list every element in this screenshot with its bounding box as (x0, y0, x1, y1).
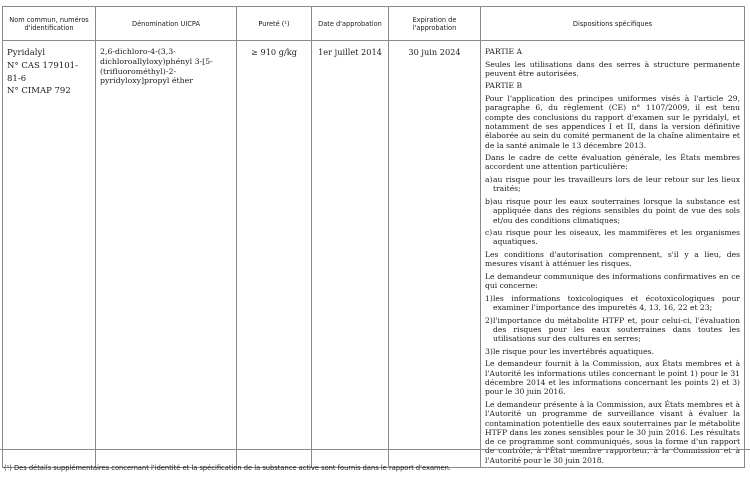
cell-specific-provisions (481, 41, 745, 468)
cimap-number: N° CIMAP 792 (7, 86, 71, 97)
footnote: (¹) Des détails supplémentaires concernant l'identité et la spécification de la substance active sont fournis dans le rapport d'examen. (4, 464, 452, 472)
list-item-label: c) (485, 228, 493, 238)
list-item (485, 175, 740, 194)
list-item-text: au risque pour les oiseaux, les mammifères et les organismes aquatiques. (493, 228, 740, 247)
cas-number: N° CAS 179101-81-6 (7, 60, 78, 84)
purity-value: ≥ 910 g/kg (251, 47, 297, 57)
provision-paragraph: Dans le cadre de cette évaluation générale, les États membres accordent une attention particulière: (485, 153, 740, 172)
cell-approval-date (312, 41, 389, 468)
provision-paragraph: Pour l'application des principes uniformes visés à l'article 29, paragraphe 6, du règlement (CE) n° 1107/2009, il est tenu compte des conclusions du rapport d'examen sur le pyridalyl, et notamment de ses appendices I et II, dans la version définitive élaborée au sein du comité permanent de la chaîne alimentaire et de la santé animale le 13 décembre 2013. (485, 94, 740, 150)
header-row (3, 7, 745, 41)
substance-table (2, 6, 745, 468)
provision-paragraph: Le demandeur fournit à la Commission, aux États membres et à l'Autorité les informations utiles concernant le point 1) pour le 31 décembre 2014 et les informations concernant les points 2) et 3) pour le 30 juin 2016. (485, 359, 740, 397)
approval-date: 1er juillet 2014 (318, 47, 382, 57)
list-item (485, 316, 740, 344)
provision-paragraph: Les conditions d'autorisation comprennent, s'il y a lieu, des mesures visant à atténuer les risques. (485, 250, 740, 269)
list-item (485, 228, 740, 247)
cell-common-name (3, 41, 96, 468)
list-item (485, 347, 740, 356)
cell-iupac-name (96, 41, 237, 468)
provision-paragraph: Le demandeur communique des informations confirmatives en ce qui concerne: (485, 271, 740, 291)
cell-purity (237, 41, 312, 468)
list-item (485, 294, 740, 313)
table-row (3, 41, 745, 468)
list-item-label: a) (485, 175, 493, 185)
header-expiration: Expiration de l'approbation (389, 7, 481, 41)
list-item-text: au risque pour les eaux souterraines lorsque la substance est appliquée dans des régions sensibles du point de vue des sols et/ou des conditions climatiques; (493, 196, 740, 225)
cell-expiration (389, 41, 481, 468)
header-specific-provisions: Dispositions spécifiques (481, 7, 745, 41)
list-item-text: l'importance du métabolite HTFP et, pour celui-ci, l'évaluation des risques pour les eaux souterraines dans toutes les utilisations sur des cultures en serres; (493, 315, 740, 344)
list-item-text: le risque pour les invertébrés aquatiques. (493, 346, 654, 356)
header-iupac-name: Dénomination UICPA (96, 7, 237, 41)
iupac-name: 2,6-dichloro-4-(3,3-dichloroallyloxy)phényl 3-[5- (trifluorométhyl)-2-pyridyloxy]propyl éther (100, 47, 213, 86)
list-item-label: 2) (485, 315, 493, 325)
header-purity: Pureté (¹) (237, 7, 312, 41)
expiration-date: 30 juin 2024 (408, 47, 461, 57)
list-item-text: au risque pour les travailleurs lors de leur retour sur les lieux traités; (493, 175, 740, 194)
part-a-text: Seules les utilisations dans des serres à structure permanente peuvent être autorisées. (485, 59, 740, 78)
list-item-label: 1) (485, 293, 493, 303)
list-item-label: b) (485, 196, 493, 206)
list-item-text: les informations toxicologiques et écotoxicologiques pour examiner l'importance des impuretés 4, 13, 16, 22 et 23; (493, 293, 740, 313)
part-a-title: PARTIE A (485, 47, 522, 56)
part-b-title: PARTIE B (485, 81, 523, 91)
header-approval-date: Date d'approbation (312, 7, 389, 41)
footnote-separator (0, 449, 750, 450)
list-item-label: 3) (485, 346, 493, 356)
provision-paragraph: Le demandeur présente à la Commission, aux États membres et à l'Autorité un programme de surveillance visant à évaluer la contamination potentielle des eaux souterraines par le métabolite HTFP dans les zones sensibles pour le 30 juin 2016. Les résultats de ce programme sont communiqués, sous la forme d'un rapport de contrôle, à l'État membre rapporteur, à la Commission et à l'Autorité pour le 30 juin 2018. (485, 399, 740, 465)
list-item (485, 197, 740, 225)
common-name: Pyridalyl (7, 48, 46, 58)
header-common-name: Nom commun, numéros d'identification (3, 7, 96, 41)
